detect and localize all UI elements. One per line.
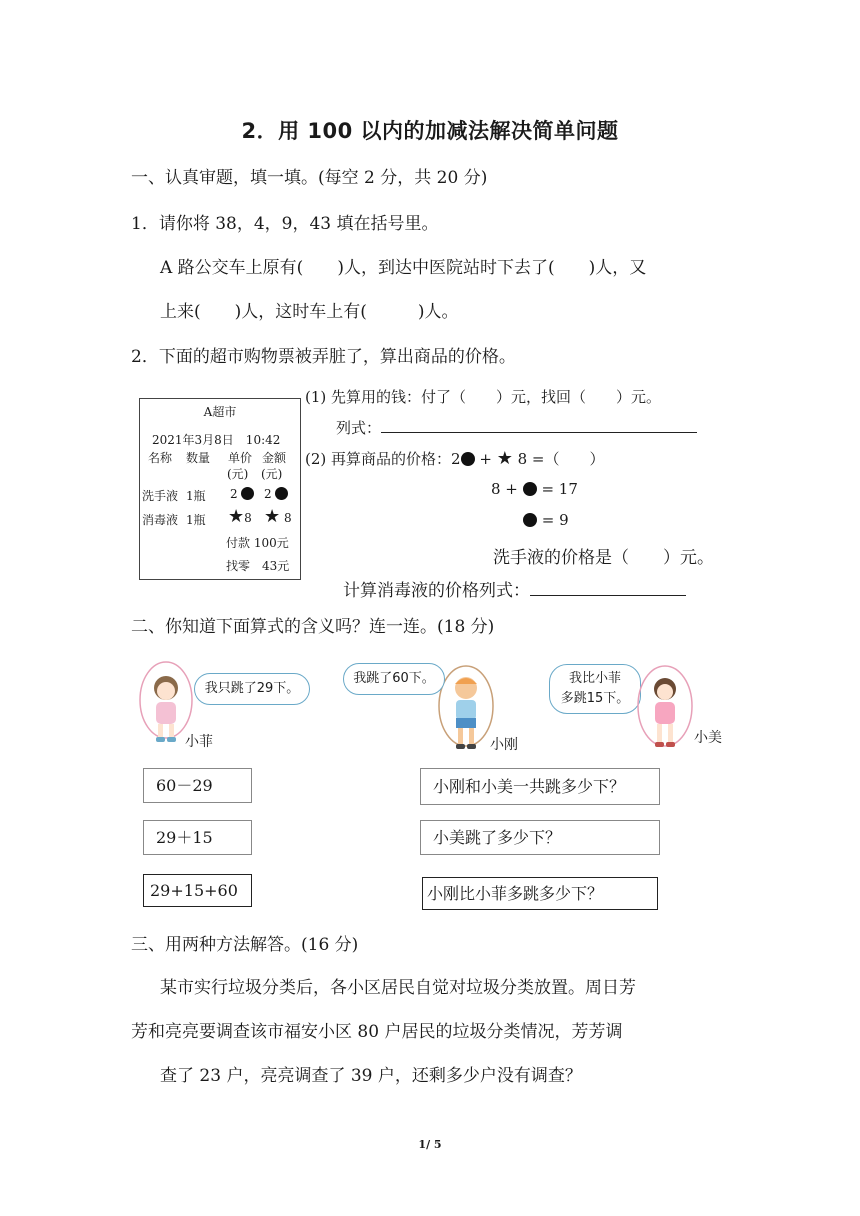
plus-sign: + bbox=[479, 450, 492, 468]
q2-part2-eq2 bbox=[491, 480, 578, 498]
receipt-header-amount: 金额 bbox=[262, 451, 287, 465]
q2-part1: (1) 先算用的钱：付了（ ）元，找回（ ）元。 bbox=[305, 388, 662, 406]
kid-name-xiaofei: 小菲 bbox=[185, 734, 213, 750]
circle-icon bbox=[461, 452, 475, 466]
receipt-row2-qty: 1瓶 bbox=[186, 513, 206, 527]
receipt-row1-price-digit: 2 bbox=[230, 487, 238, 501]
receipt-paid: 付款 100元 bbox=[226, 536, 289, 550]
q2-answer: 洗手液的价格是（ ）元。 bbox=[493, 548, 714, 568]
answer-line bbox=[530, 580, 686, 596]
receipt-header-name: 名称 bbox=[148, 451, 173, 465]
q2-part2-eq3 bbox=[523, 511, 569, 529]
q2-formula2-label: 计算消毒液的价格列式： bbox=[343, 581, 530, 601]
section3-line1: 某市实行垃圾分类后，各小区居民自觉对垃圾分类放置。周日芳 bbox=[160, 978, 636, 998]
section3-line3: 查了 23 户，亮亮调查了 39 户，还剩多少户没有调查？ bbox=[160, 1066, 582, 1086]
receipt-row2-price-digit: 8 bbox=[244, 511, 252, 525]
q2-part1-formula-label: 列式： bbox=[336, 419, 382, 437]
receipt-row2-price bbox=[228, 508, 252, 526]
star-icon: ★ bbox=[228, 506, 245, 527]
meaning-box-1[interactable]: 小刚和小美一共跳多少下？ bbox=[420, 768, 660, 805]
receipt-row1-price bbox=[230, 487, 254, 501]
receipt-store: A超市 bbox=[203, 405, 237, 419]
q1-line2: 上来( )人，这时车上有( )人。 bbox=[160, 302, 459, 322]
circle-icon bbox=[523, 513, 537, 527]
q2-part2-eq1 bbox=[305, 448, 605, 469]
receipt bbox=[139, 398, 301, 580]
star-icon: ★ bbox=[264, 506, 281, 527]
speech-bubble-xiaogang: 我跳了60下。 bbox=[343, 663, 445, 695]
girl-xiaomei-illustration bbox=[635, 664, 695, 756]
receipt-datetime: 2021年3月8日 10:42 bbox=[152, 433, 281, 447]
section1-heading: 一、认真审题，填一填。(每空 2 分，共 20 分) bbox=[131, 168, 488, 188]
receipt-row1-amount bbox=[264, 487, 288, 501]
section2-heading: 二、你知道下面算式的含义吗？连一连。(18 分) bbox=[131, 617, 495, 637]
page-title: 2．用 100 以内的加减法解决简单问题 bbox=[241, 119, 619, 143]
kid-name-xiaomei: 小美 bbox=[694, 730, 722, 746]
section3-line2: 芳和亮亮要调查该市福安小区 80 户居民的垃圾分类情况，芳芳调 bbox=[131, 1022, 623, 1042]
receipt-header-qty: 数量 bbox=[186, 451, 211, 465]
speech-xiaomei-line2: 多跳15下。 bbox=[560, 691, 630, 706]
answer-line bbox=[381, 418, 697, 433]
kid-name-xiaogang: 小刚 bbox=[490, 737, 518, 753]
q2-stem: 2．下面的超市购物票被弄脏了，算出商品的价格。 bbox=[131, 347, 516, 367]
receipt-unit-amount: (元) bbox=[261, 467, 283, 481]
circle-icon bbox=[523, 482, 537, 496]
receipt-unit-price: (元) bbox=[227, 467, 249, 481]
receipt-change: 找零 43元 bbox=[226, 559, 290, 573]
q2-eq1-end: 8 =（ ） bbox=[517, 450, 605, 468]
receipt-row1-qty: 1瓶 bbox=[186, 489, 206, 503]
receipt-row1-name: 洗手液 bbox=[142, 489, 179, 503]
meaning-box-2[interactable]: 小美跳了多少下？ bbox=[420, 820, 660, 855]
meaning-box-3[interactable]: 小刚比小菲多跳多少下？ bbox=[422, 877, 658, 910]
star-icon: ★ bbox=[496, 448, 513, 469]
q2-part1-formula bbox=[336, 417, 697, 438]
circle-icon bbox=[275, 487, 288, 500]
page-number: 1/ 5 bbox=[418, 1138, 442, 1151]
receipt-header-price: 单价 bbox=[228, 451, 253, 465]
speech-bubble-xiaomei bbox=[549, 664, 641, 714]
q2-eq3-end: = 9 bbox=[541, 511, 569, 529]
q2-eq2-start: 8 + bbox=[491, 480, 518, 498]
section3-heading: 三、用两种方法解答。(16 分) bbox=[131, 935, 359, 955]
boy-xiaogang-illustration bbox=[437, 664, 495, 756]
expression-box-2[interactable]: 29＋15 bbox=[143, 820, 252, 855]
receipt-row1-amount-digit: 2 bbox=[264, 487, 272, 501]
q2-part2-label: (2) 再算商品的价格：2 bbox=[305, 450, 461, 468]
expression-box-1[interactable]: 60－29 bbox=[143, 768, 252, 803]
speech-xiaomei-line1: 我比小菲 bbox=[568, 671, 621, 686]
circle-icon bbox=[241, 487, 254, 500]
q1-line1: A 路公交车上原有( )人，到达中医院站时下去了( )人，又 bbox=[160, 258, 647, 278]
speech-bubble-xiaofei: 我只跳了29下。 bbox=[194, 673, 310, 705]
receipt-row2-amount-digit: 8 bbox=[283, 511, 292, 525]
receipt-row2-amount bbox=[264, 508, 292, 526]
expression-box-3[interactable]: 29+15+60 bbox=[143, 874, 252, 907]
q2-formula2 bbox=[343, 576, 686, 601]
q1-stem: 1．请你将 38，4，9，43 填在括号里。 bbox=[131, 214, 439, 234]
q2-eq2-end: = 17 bbox=[541, 480, 578, 498]
receipt-row2-name: 消毒液 bbox=[142, 513, 179, 527]
